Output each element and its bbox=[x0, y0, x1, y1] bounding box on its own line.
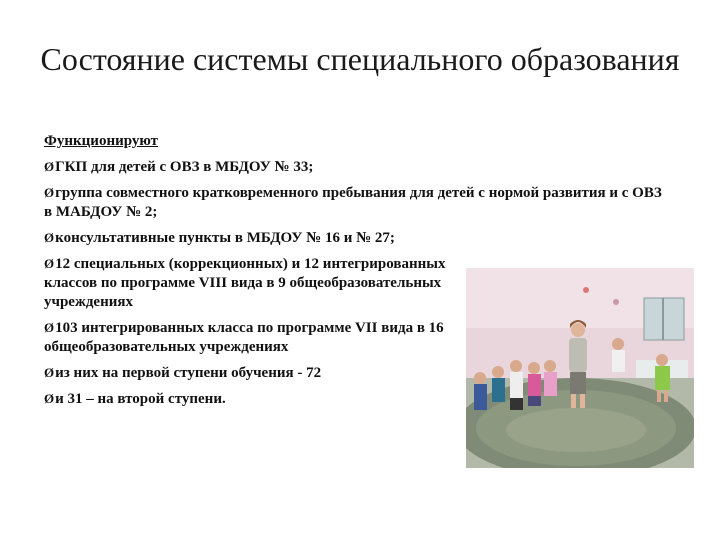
list-item: Øгруппа совместного кратковременного пребывания для детей с нормой развития и с ОВЗ в МАБДОУ № 2; bbox=[44, 185, 662, 220]
arrow-bullet-icon: Ø bbox=[44, 185, 55, 200]
slide-title: Состояние системы специального образования bbox=[40, 41, 680, 77]
arrow-bullet-icon: Ø bbox=[44, 159, 55, 174]
list-item: ØГКП для детей с ОВЗ в МБДОУ № 33; bbox=[44, 159, 314, 175]
arrow-bullet-icon: Ø bbox=[44, 391, 55, 406]
list-item: Øиз них на первой ступени обучения - 72 bbox=[44, 365, 322, 381]
slide-body bbox=[44, 132, 664, 415]
arrow-bullet-icon: Ø bbox=[44, 320, 55, 335]
list-item: Øконсультативные пункты в МБДОУ № 16 и № 27; bbox=[44, 230, 395, 246]
list-item: Øи 31 – на второй ступени. bbox=[44, 391, 226, 407]
arrow-bullet-icon: Ø bbox=[44, 365, 55, 380]
arrow-bullet-icon: Ø bbox=[44, 230, 55, 245]
list-item: Ø12 специальных (коррекционных) и 12 интегрированных классов по программе VIII вида в 9 общеобразовательных учреждениях bbox=[44, 256, 446, 310]
list-heading: Функционируют bbox=[44, 133, 159, 149]
list-item: Ø103 интегрированных класса по программе VII вида в 16 общеобразовательных учреждениях bbox=[44, 320, 444, 355]
arrow-bullet-icon: Ø bbox=[44, 256, 55, 271]
